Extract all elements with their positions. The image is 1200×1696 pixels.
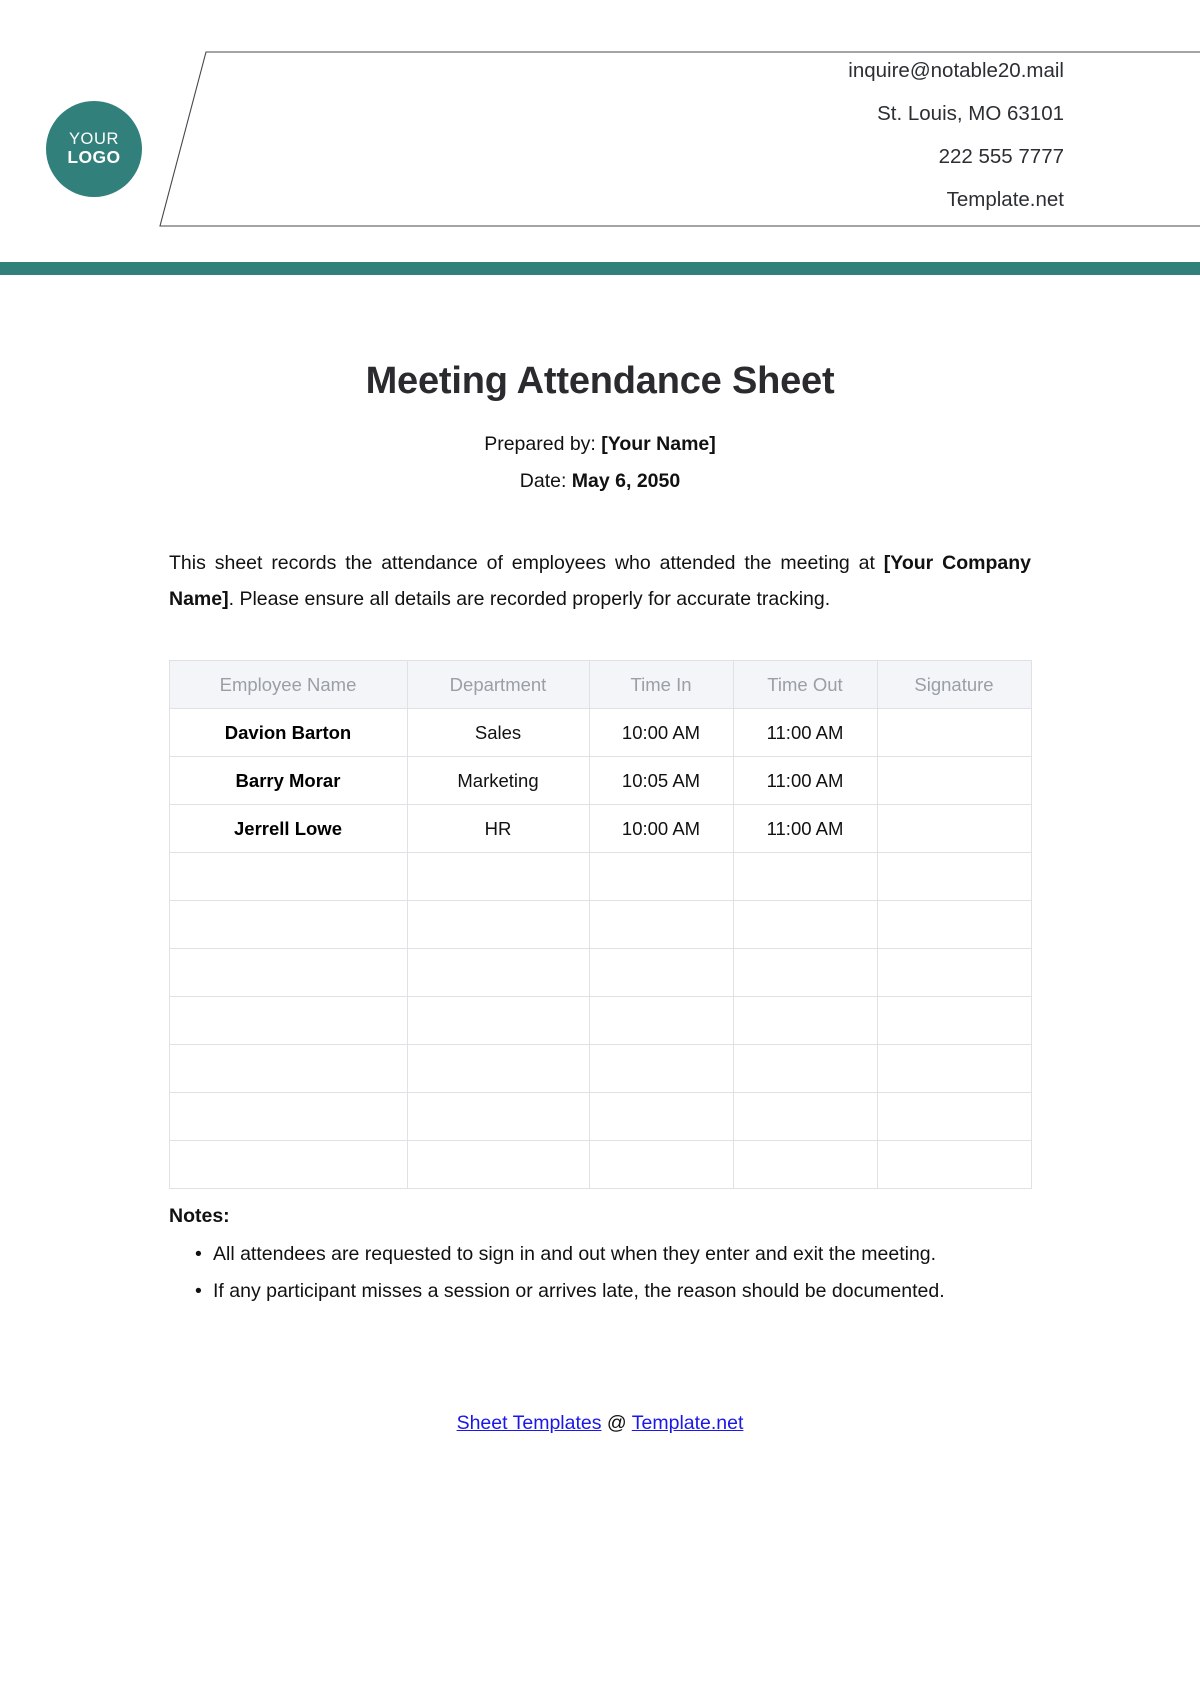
contact-email: inquire@notable20.mail: [848, 59, 1064, 82]
attendance-table-body: [169, 709, 1031, 1189]
cell-time-in-empty[interactable]: [589, 853, 733, 901]
column-header-department: Department: [407, 661, 589, 709]
cell-time-in-empty[interactable]: [589, 1093, 733, 1141]
footer-separator: @: [601, 1412, 632, 1434]
table-header-row: [169, 661, 1031, 709]
logo-line-2: LOGO: [67, 147, 121, 168]
cell-department-empty[interactable]: [407, 901, 589, 949]
column-header-employee-name: Employee Name: [169, 661, 407, 709]
table-row-empty: [169, 997, 1031, 1045]
column-header-time-out: Time Out: [733, 661, 877, 709]
cell-employee-name-empty[interactable]: [169, 901, 407, 949]
accent-bar: [0, 262, 1200, 275]
table-row: [169, 709, 1031, 757]
cell-time-in[interactable]: 10:05 AM: [589, 757, 733, 805]
prepared-by-line: [0, 426, 1200, 463]
template-net-link[interactable]: Template.net: [631, 1412, 744, 1434]
cell-employee-name-empty[interactable]: [169, 1141, 407, 1189]
logo-line-1: YOUR: [68, 129, 120, 148]
prepared-by-label: Prepared by:: [484, 433, 602, 455]
cell-signature[interactable]: [877, 805, 1031, 853]
notes-title: Notes:: [169, 1205, 230, 1228]
cell-time-out[interactable]: 11:00 AM: [733, 757, 877, 805]
intro-text-part-2: . Please ensure all details are recorded properly for accurate tracking.: [228, 587, 831, 610]
contact-phone: 222 555 7777: [938, 145, 1064, 168]
cell-employee-name-empty[interactable]: [169, 1045, 407, 1093]
cell-time-in-empty[interactable]: [589, 1141, 733, 1189]
prepared-by-value: [Your Name]: [601, 433, 716, 455]
cell-time-out[interactable]: 11:00 AM: [733, 709, 877, 757]
cell-signature[interactable]: [877, 709, 1031, 757]
cell-time-out-empty[interactable]: [733, 997, 877, 1045]
cell-department[interactable]: Marketing: [407, 757, 589, 805]
table-row-empty: [169, 1045, 1031, 1093]
table-row-empty: [169, 901, 1031, 949]
cell-signature[interactable]: [877, 757, 1031, 805]
cell-employee-name[interactable]: Barry Morar: [169, 757, 407, 805]
intro-company-placeholder: [Your Company Name]: [169, 552, 1031, 610]
date-value: May 6, 2050: [571, 469, 681, 492]
document-meta: [0, 426, 1200, 499]
page-footer: [0, 1412, 1200, 1435]
cell-employee-name-empty[interactable]: [169, 853, 407, 901]
cell-employee-name[interactable]: Davion Barton: [169, 709, 407, 757]
page-title: Meeting Attendance Sheet: [365, 360, 835, 402]
cell-time-in[interactable]: 10:00 AM: [589, 709, 733, 757]
table-row: [169, 805, 1031, 853]
cell-department-empty[interactable]: [407, 949, 589, 997]
cell-time-in-empty[interactable]: [589, 901, 733, 949]
cell-signature-empty[interactable]: [877, 1093, 1031, 1141]
cell-signature-empty[interactable]: [877, 853, 1031, 901]
contact-info: [848, 61, 1064, 211]
contact-address: St. Louis, MO 63101: [877, 102, 1064, 125]
cell-time-out-empty[interactable]: [733, 1045, 877, 1093]
notes-section: [169, 1205, 1031, 1309]
attendance-table: [169, 660, 1032, 1189]
cell-employee-name-empty[interactable]: [169, 1093, 407, 1141]
document-body: [0, 275, 1200, 1309]
table-row-empty: [169, 949, 1031, 997]
cell-time-out-empty[interactable]: [733, 853, 877, 901]
intro-text-part-1: This sheet records the attendance of employees who attended the meeting at: [169, 552, 884, 575]
cell-time-out-empty[interactable]: [733, 1141, 877, 1189]
cell-signature-empty[interactable]: [877, 1141, 1031, 1189]
table-row-empty: [169, 853, 1031, 901]
cell-signature-empty[interactable]: [877, 901, 1031, 949]
table-row-empty: [169, 1093, 1031, 1141]
note-item: • If any participant misses a session or arrives late, the reason should be documented.: [195, 1273, 1031, 1309]
intro-paragraph: [169, 546, 1031, 617]
date-label: Date:: [519, 469, 572, 492]
cell-signature-empty[interactable]: [877, 1045, 1031, 1093]
cell-employee-name-empty[interactable]: [169, 997, 407, 1045]
cell-department[interactable]: HR: [407, 805, 589, 853]
cell-time-out-empty[interactable]: [733, 1093, 877, 1141]
cell-time-in[interactable]: 10:00 AM: [589, 805, 733, 853]
cell-time-out[interactable]: 11:00 AM: [733, 805, 877, 853]
cell-time-out-empty[interactable]: [733, 949, 877, 997]
cell-signature-empty[interactable]: [877, 949, 1031, 997]
company-logo: [46, 101, 142, 197]
contact-website: Template.net: [946, 188, 1064, 211]
sheet-templates-link[interactable]: Sheet Templates: [456, 1412, 602, 1434]
cell-department-empty[interactable]: [407, 1045, 589, 1093]
table-row-empty: [169, 1141, 1031, 1189]
cell-department-empty[interactable]: [407, 1093, 589, 1141]
notes-list: [169, 1236, 1031, 1309]
date-line: [0, 463, 1200, 500]
cell-department[interactable]: Sales: [407, 709, 589, 757]
cell-department-empty[interactable]: [407, 997, 589, 1045]
column-header-time-in: Time In: [589, 661, 733, 709]
cell-department-empty[interactable]: [407, 853, 589, 901]
cell-department-empty[interactable]: [407, 1141, 589, 1189]
table-row: [169, 757, 1031, 805]
cell-time-in-empty[interactable]: [589, 997, 733, 1045]
cell-time-in-empty[interactable]: [589, 1045, 733, 1093]
cell-employee-name-empty[interactable]: [169, 949, 407, 997]
cell-employee-name[interactable]: Jerrell Lowe: [169, 805, 407, 853]
cell-signature-empty[interactable]: [877, 997, 1031, 1045]
cell-time-out-empty[interactable]: [733, 901, 877, 949]
note-item: • All attendees are requested to sign in and out when they enter and exit the meeting.: [195, 1236, 1031, 1272]
column-header-signature: Signature: [877, 661, 1031, 709]
cell-time-in-empty[interactable]: [589, 949, 733, 997]
page-header: [0, 0, 1200, 232]
